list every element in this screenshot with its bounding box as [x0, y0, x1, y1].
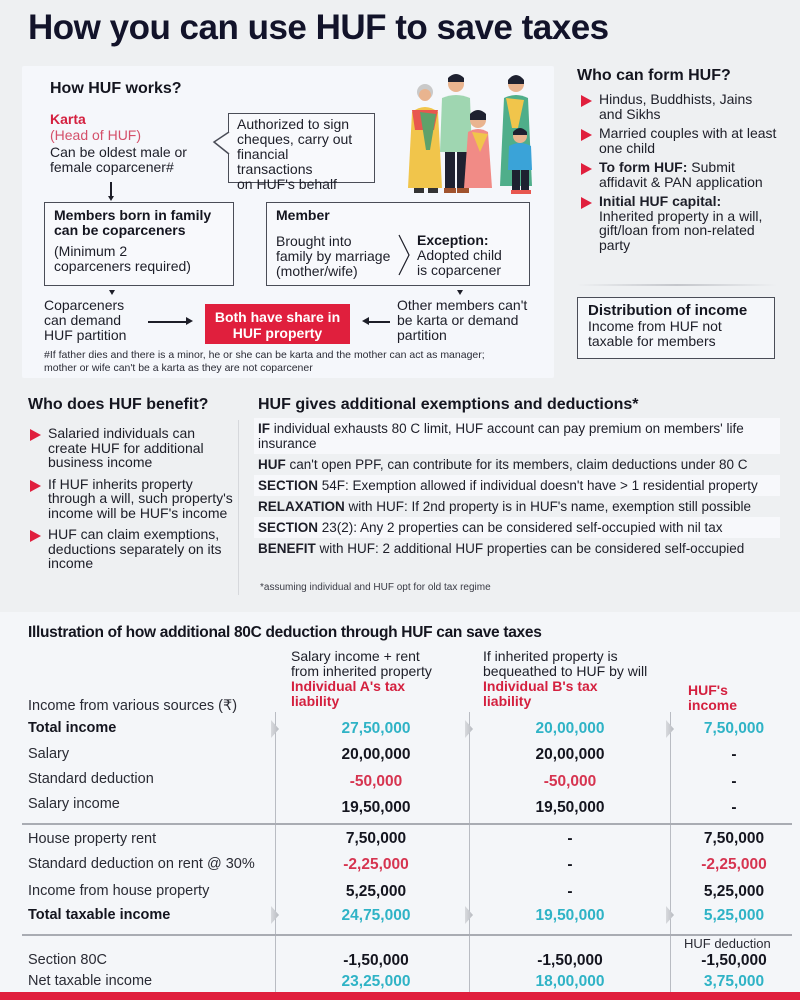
bullet-triangle-icon	[30, 480, 41, 492]
who-can-form-item	[577, 194, 777, 252]
distribution-text-2: taxable for members	[588, 333, 716, 349]
row-label-section-80c: Section 80C	[28, 952, 107, 968]
bullet-triangle-icon	[581, 95, 592, 107]
page-title: How you can use HUF to save taxes	[28, 8, 609, 47]
other-members	[397, 298, 527, 343]
cell: 5,25,000	[345, 883, 407, 900]
exemption-row	[254, 454, 780, 475]
cell: -	[731, 773, 737, 790]
cell: 18,00,000	[535, 973, 605, 990]
cell: 19,50,000	[341, 799, 411, 816]
cell: 19,50,000	[535, 799, 605, 816]
cell: 20,00,000	[535, 746, 605, 763]
bullet-triangle-icon	[30, 429, 41, 441]
other-members-line-3: partition	[397, 327, 447, 343]
other-members-line-2: be karta or demand	[397, 312, 519, 328]
bullet-triangle-icon	[30, 530, 41, 542]
cell: 24,75,000	[341, 907, 411, 924]
footnote-line-2: mother or wife can't be a karta as they are not coparcener	[44, 362, 313, 374]
karta-desc-1: Can be oldest male or	[50, 144, 187, 160]
item-text: Married couples with at least one child	[599, 125, 777, 156]
authorized-callout	[228, 113, 375, 192]
bullet-triangle-icon	[581, 129, 592, 141]
cell: 23,25,000	[341, 973, 411, 990]
who-benefits-list	[26, 426, 236, 576]
exemption-strong: BENEFIT	[258, 541, 316, 556]
coparceners-line-3: HUF partition	[44, 327, 127, 343]
karta-block	[50, 112, 187, 175]
exemption-text: can't open PPF, can contribute for its members, claim deductions under 80 C	[285, 457, 748, 472]
label-line-2: liability	[483, 693, 532, 709]
table-title: Illustration of how additional 80C deduction through HUF can save taxes	[28, 624, 542, 641]
cell: 3,75,000	[703, 973, 765, 990]
exemption-row	[254, 538, 780, 559]
arrow-down-icon	[108, 196, 114, 201]
scenario-line-1: Salary income + rent	[291, 648, 420, 664]
exemption-strong: IF	[258, 421, 270, 436]
exemption-text: with HUF: If 2nd property is in HUF's name, exemption still possible	[344, 499, 751, 514]
member-desc-3: (mother/wife)	[276, 263, 358, 279]
arrow-right-icon	[186, 317, 193, 325]
who-can-form-item	[577, 126, 777, 155]
cell: -50,000	[543, 773, 597, 790]
cell: 20,00,000	[535, 720, 605, 737]
cell: 20,00,000	[341, 746, 411, 763]
item-strong: Initial HUF capital:	[599, 193, 722, 209]
who-benefits-heading: Who does HUF benefit?	[28, 396, 209, 413]
cell: -1,50,000	[701, 952, 767, 969]
bullet-triangle-icon	[581, 163, 592, 175]
exception-block	[417, 233, 502, 278]
cell: 27,50,000	[341, 720, 411, 737]
authorized-line-1: Authorized to sign	[237, 116, 350, 132]
row-label-standard-deduction: Standard deduction	[28, 771, 154, 787]
karta-sub: (Head of HUF)	[50, 127, 142, 143]
row-header: Income from various sources (₹)	[28, 698, 238, 714]
members-born-desc-2: coparceners required)	[54, 258, 191, 274]
column-header-b	[483, 649, 647, 709]
label-line-2: liability	[291, 693, 340, 709]
authorized-line-2: cheques, carry out	[237, 131, 353, 147]
label-line-2: income	[688, 697, 738, 713]
cell: -1,50,000	[343, 952, 409, 969]
exception-title: Exception:	[417, 232, 489, 248]
karta-footnote	[44, 349, 485, 375]
karta-connector	[110, 182, 112, 197]
item-text: Submit affidavit & PAN application	[599, 159, 763, 190]
cell: 19,50,000	[535, 907, 605, 924]
column-divider	[275, 712, 276, 992]
row-label-net-taxable-income: Net taxable income	[28, 973, 153, 989]
footnote-line-1: #If father dies and there is a minor, he or she can be karta and the mother can act as manager;	[44, 349, 485, 361]
exemption-strong: SECTION	[258, 520, 319, 535]
item-text: Hindus, Buddhists, Jains and Sikhs	[599, 91, 753, 122]
chevron-right-icon	[397, 233, 411, 277]
exemption-row	[254, 475, 780, 496]
member-box	[266, 202, 530, 286]
member-desc	[276, 234, 390, 279]
distribution-title: Distribution of income	[588, 302, 748, 319]
row-label-income-house-property: Income from house property	[28, 883, 210, 899]
coparceners-line-1: Coparceners	[44, 297, 125, 313]
distribution-box	[577, 297, 775, 359]
karta-label: Karta	[50, 111, 86, 127]
who-can-form-item	[577, 160, 777, 189]
item-strong: To form HUF:	[599, 159, 688, 175]
divider	[238, 420, 239, 595]
scenario-line-2: bequeathed to HUF by will	[483, 663, 648, 679]
cell: -	[567, 830, 573, 847]
item-text: Inherited property in a will, gift/loan from non-related party	[599, 207, 763, 253]
exemption-text: individual exhausts 80 C limit, HUF account can pay premium on members' life insurance	[258, 421, 744, 451]
arrow-line	[148, 321, 188, 323]
members-born-title-1: Members born in family	[54, 207, 212, 223]
scenario-line-2: from inherited property	[291, 663, 432, 679]
other-members-line-1: Other members can't	[397, 297, 528, 313]
exemption-text: 23(2): Any 2 properties can be considered self-occupied with nil tax	[318, 520, 723, 535]
exemption-row	[254, 496, 780, 517]
coparceners-line-2: can demand	[44, 312, 122, 328]
arrow-down-icon	[109, 290, 115, 295]
arrow-down-icon	[457, 290, 463, 295]
row-label-salary-income: Salary income	[28, 796, 120, 812]
item-text: Salaried individuals can create HUF for additional business income	[48, 425, 204, 470]
cell: -	[731, 746, 737, 763]
label-line-1: Individual A's tax	[291, 678, 406, 694]
authorized-line-4: on HUF's behalf	[237, 176, 337, 192]
members-born-title-2: can be coparceners	[54, 222, 186, 238]
scenario-line-1: If inherited property is	[483, 648, 618, 664]
arrow-line	[368, 321, 390, 323]
who-can-form-item	[577, 92, 777, 121]
coparceners-demand	[44, 298, 126, 343]
who-benefits-item	[26, 426, 236, 470]
bullet-triangle-icon	[581, 197, 592, 209]
cell: 5,25,000	[703, 883, 765, 900]
item-text: HUF can claim exemptions, deductions separately on its income	[48, 526, 222, 571]
distribution-text-1: Income from HUF not	[588, 318, 722, 334]
cell: -2,25,000	[343, 856, 409, 873]
row-separator	[22, 823, 792, 825]
column-header-huf	[688, 683, 737, 713]
row-label-total-taxable-income: Total taxable income	[28, 907, 171, 923]
row-label-total-income: Total income	[28, 720, 117, 736]
exemption-strong: HUF	[258, 457, 286, 472]
both-share-badge	[205, 304, 350, 344]
exemption-row	[254, 517, 780, 538]
exemption-text: with HUF: 2 additional HUF properties can be considered self-occupied	[315, 541, 745, 556]
exemptions-heading: HUF gives additional exemptions and deductions*	[258, 396, 639, 413]
exemption-row	[254, 418, 780, 454]
row-label-standard-deduction-rent: Standard deduction on rent @ 30%	[28, 856, 255, 872]
cell: 7,50,000	[703, 720, 765, 737]
cell: 5,25,000	[703, 907, 765, 924]
how-huf-works-heading: How HUF works?	[50, 80, 182, 97]
row-separator	[22, 934, 792, 936]
huf-deduction-note: HUF deduction	[684, 936, 771, 951]
who-can-form-heading: Who can form HUF?	[577, 67, 731, 84]
family-illustration-icon	[400, 70, 550, 198]
cell: -2,25,000	[701, 856, 767, 873]
member-desc-1: Brought into	[276, 233, 352, 249]
authorized-line-3: financial transactions	[237, 146, 313, 177]
item-text: If HUF inherits property through a will, such property's income will be HUF's income	[48, 475, 233, 521]
member-desc-2: family by marriage	[276, 248, 391, 264]
who-can-form-list	[577, 92, 777, 257]
cell: -1,50,000	[537, 952, 603, 969]
exception-desc-1: Adopted child	[417, 247, 502, 263]
row-label-house-property-rent: House property rent	[28, 831, 157, 847]
label-line-1: HUF's	[688, 682, 728, 698]
exemption-strong: SECTION	[258, 478, 319, 493]
callout-pointer-icon	[212, 130, 230, 160]
cell: -	[567, 856, 573, 873]
member-title: Member	[276, 207, 330, 223]
both-share-line-1: Both have share in	[214, 309, 341, 325]
cell: -	[567, 883, 573, 900]
column-header-a	[291, 649, 432, 709]
exception-desc-2: is coparcener	[417, 262, 502, 278]
bottom-accent-bar	[0, 992, 800, 1000]
cell: -	[731, 799, 737, 816]
both-share-line-2: HUF property	[232, 325, 323, 341]
karta-desc-2: female coparcener#	[50, 159, 174, 175]
members-born-desc-1: (Minimum 2	[54, 243, 128, 259]
row-label-salary: Salary	[28, 746, 70, 762]
who-benefits-item	[26, 477, 236, 521]
cell: 7,50,000	[703, 830, 765, 847]
cell: 7,50,000	[345, 830, 407, 847]
members-born-box	[44, 202, 234, 286]
exemption-text: 54F: Exemption allowed if individual doesn't have > 1 residential property	[318, 478, 758, 493]
divider	[577, 284, 777, 286]
label-line-1: Individual B's tax	[483, 678, 598, 694]
column-divider	[469, 712, 470, 992]
exemptions-list	[254, 418, 780, 559]
exemption-strong: RELAXATION	[258, 499, 345, 514]
who-benefits-item	[26, 527, 236, 571]
cell: -50,000	[349, 773, 403, 790]
exemptions-footnote: *assuming individual and HUF opt for old tax regime	[260, 582, 491, 593]
